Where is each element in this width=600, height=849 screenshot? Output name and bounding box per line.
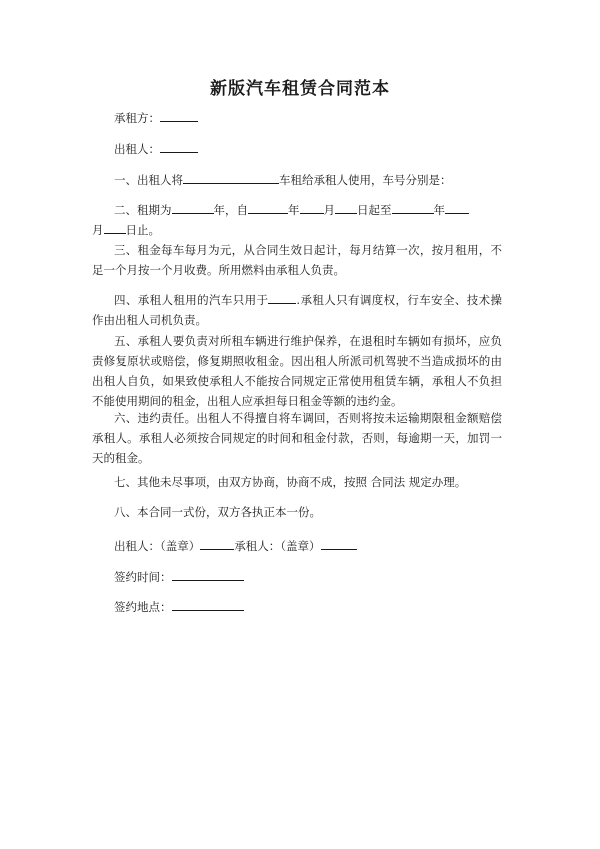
lessor-seal-blank	[200, 537, 234, 550]
end-month-filler	[445, 201, 469, 214]
clause-1-text-b: 车租给承租人使用，车号分别是：	[279, 173, 452, 187]
clause-2-line-2	[92, 220, 160, 240]
clause-2-text-e: 日起至	[357, 203, 392, 217]
lessor-blank	[160, 140, 198, 153]
use-purpose-blank	[268, 291, 296, 304]
lessee-seal-label: 承租人：（盖章）	[234, 539, 321, 553]
end-day-blank	[104, 221, 126, 234]
start-month-blank	[300, 201, 324, 214]
clause-4	[92, 290, 502, 330]
start-day-blank	[335, 201, 357, 214]
clause-2-text-c: 年	[288, 203, 300, 217]
sign-place-blank	[172, 598, 244, 611]
clause-1	[114, 170, 452, 190]
clause-1-text-a: 一、出租人将	[114, 173, 183, 187]
clause-3: 三、租金每车每月为元，从合同生效日起计，每月结算一次，按月租用，不足一个月按一个月收费。所用燃料由承租人负责。	[92, 243, 502, 277]
end-year-blank	[392, 201, 434, 214]
sign-place-label: 签约地点：	[114, 600, 172, 614]
lessee-label: 承租方：	[114, 111, 160, 125]
clause-2-text-d: 月	[323, 203, 335, 217]
lessor-label: 出租人：	[114, 142, 160, 156]
sign-place-row	[114, 597, 244, 617]
lessee-row	[114, 108, 198, 128]
sign-time-label: 签约时间：	[114, 570, 172, 584]
signature-row	[114, 536, 357, 556]
sign-time-blank	[172, 568, 244, 581]
start-year-blank	[248, 201, 288, 214]
clause-2-text-b: 年，自	[213, 203, 248, 217]
clause-2-text-a: 二、租期为	[114, 203, 172, 217]
document-title: 新版汽车租赁合同范本	[210, 79, 390, 99]
clause-7: 七、其他未尽事项，由双方协商，协商不成，按照 合同法 规定办理。	[114, 475, 467, 489]
term-years-blank	[172, 201, 214, 214]
clause-4-text-a: 四、承租人租用的汽车只用于	[114, 293, 269, 307]
clause-2-line-1	[114, 200, 469, 220]
clause-5: 五、承租人要负责对所租车辆进行维护保养，在退租时车辆如有损坏，应负责修复原状或赔偿，修复期照收租金。因出租人所派司机驾驶不当造成损坏的由出租人自负，如果致使承租人不能按合同规定正常使用租赁车辆，承租人不负担不能使用期间的租金，出租人应承担每日租金等额的违约金。	[92, 334, 502, 408]
sign-time-row	[114, 567, 244, 587]
lessee-seal-blank	[321, 537, 357, 550]
clause-2-text-g: 月	[92, 223, 104, 237]
clause-2-text-f: 年	[433, 203, 445, 217]
lessor-seal-label: 出租人：（盖章）	[114, 539, 201, 553]
vehicle-blank	[183, 171, 279, 184]
lessee-blank	[160, 109, 198, 122]
clause-6: 六、违约责任。出租人不得擅自将车调回，否则将按未运输期限租金额赔偿承租人。承租人必须按合同规定的时间和租金付款，否则，每逾期一天，加罚一天的租金。	[92, 411, 502, 465]
lessor-row	[114, 139, 198, 159]
clause-8: 八、本合同一式份，双方各执正本一份。	[114, 505, 321, 519]
clause-4-text-b: .承租人只有调度权，行车安全、技术操作由出租人司机负责。	[92, 293, 503, 327]
clause-2-text-h: 日止。	[125, 223, 160, 237]
